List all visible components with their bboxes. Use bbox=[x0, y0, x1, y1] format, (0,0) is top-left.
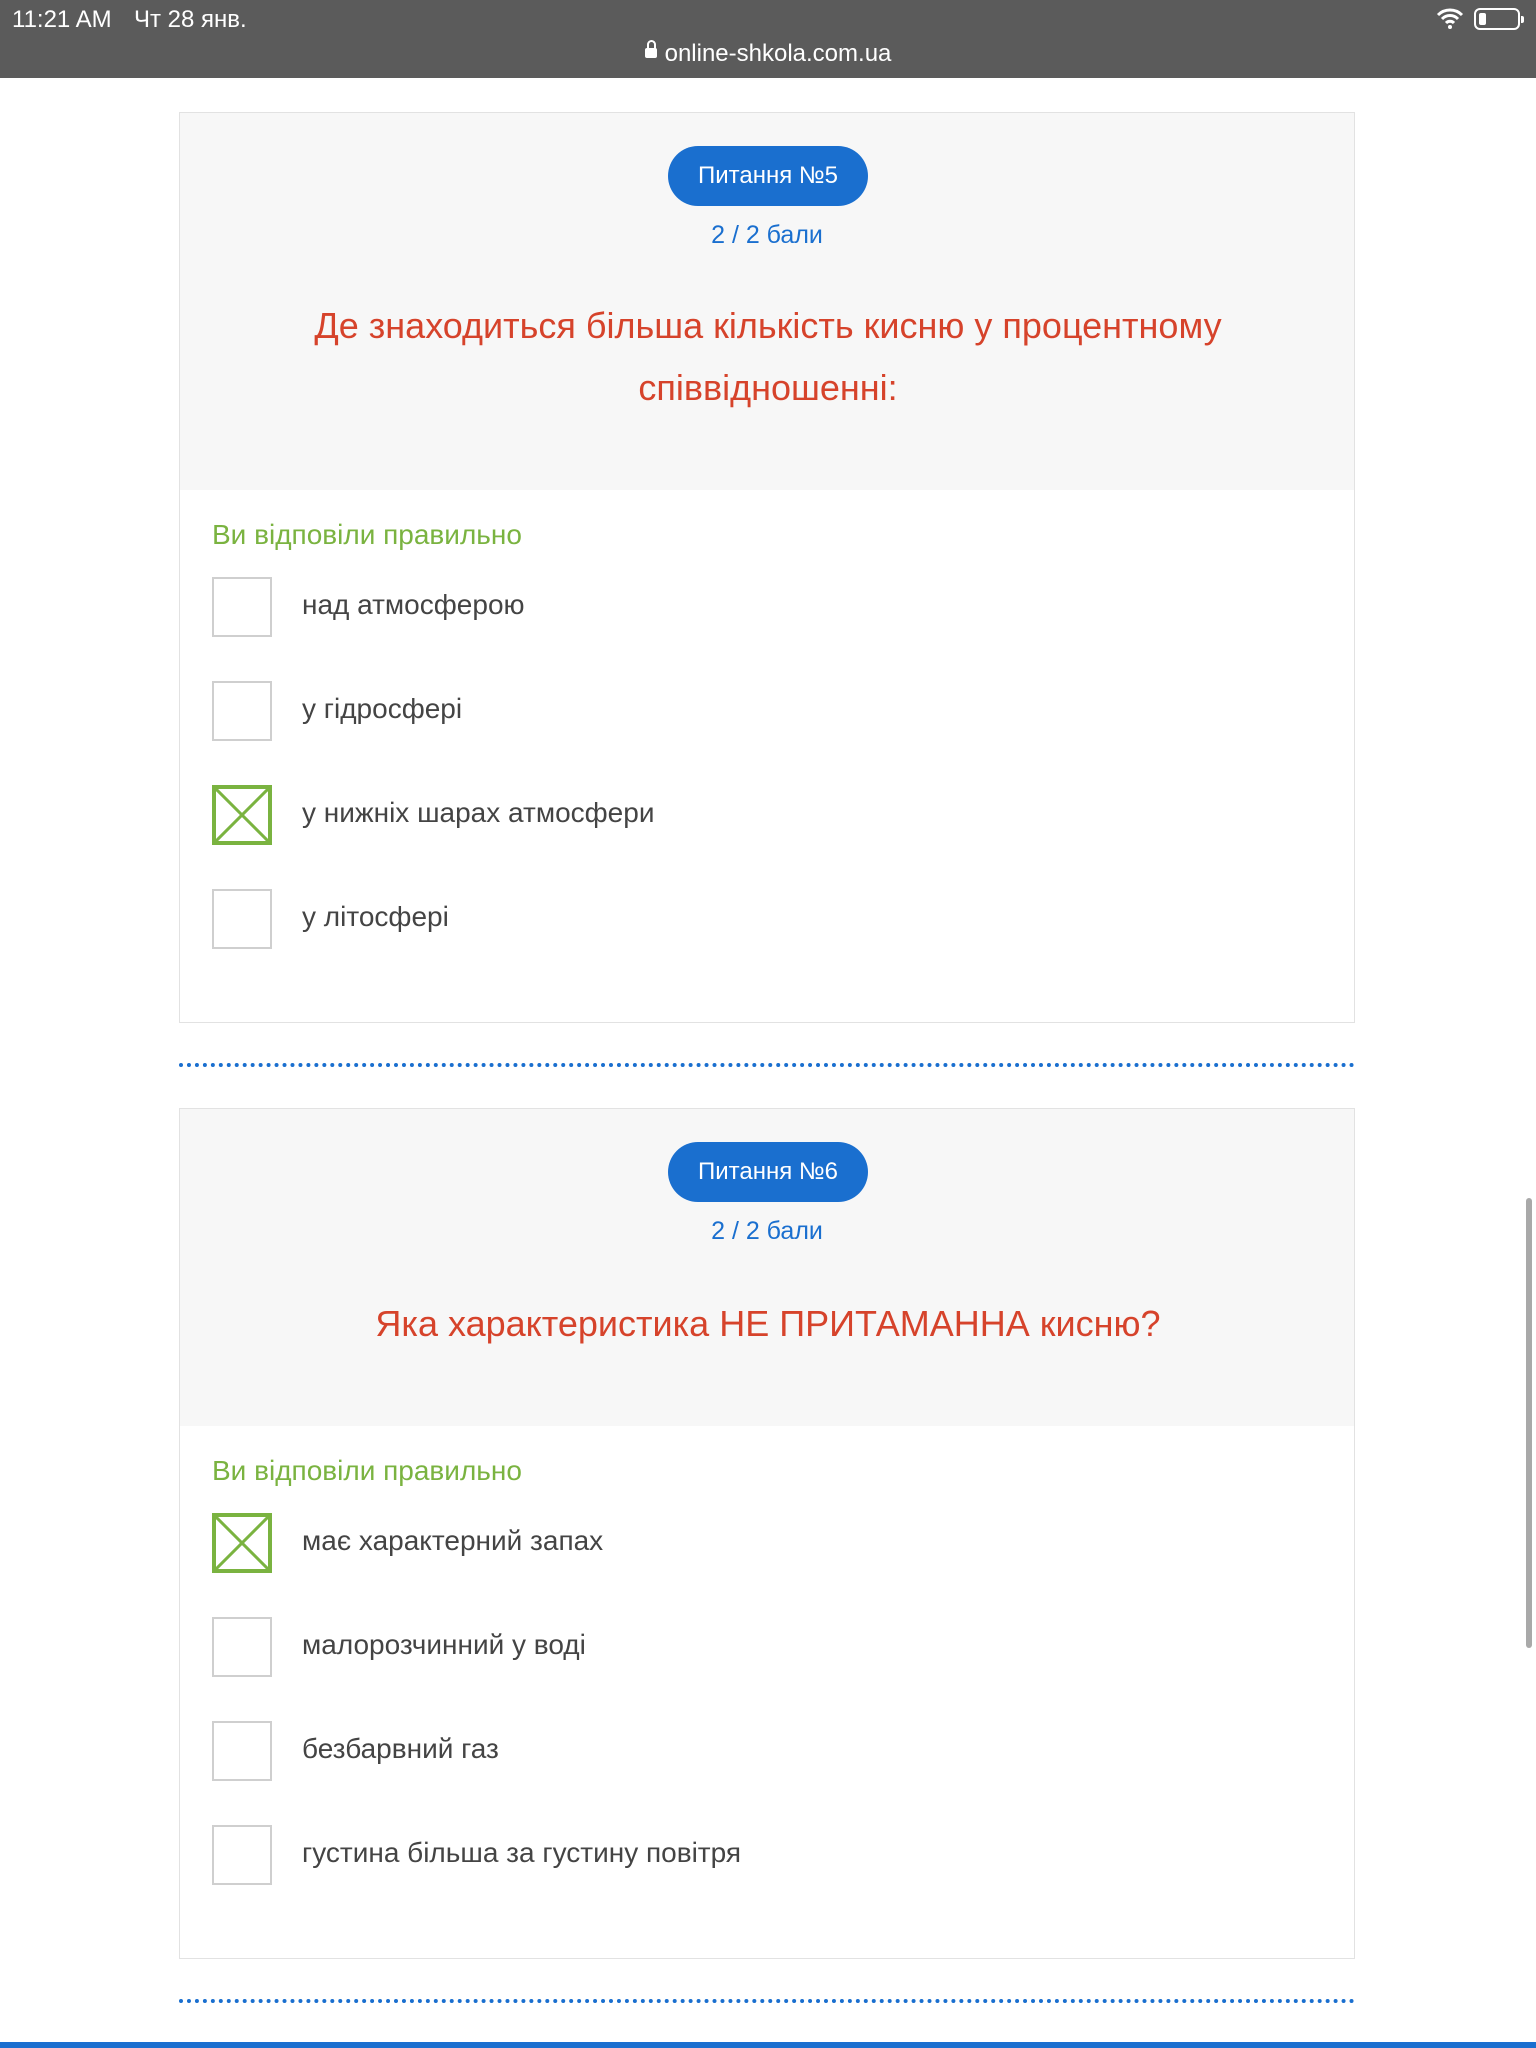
battery-icon bbox=[1474, 8, 1520, 30]
status-date: Чт 28 янв. bbox=[134, 6, 247, 33]
cross-check-icon bbox=[216, 1517, 268, 1569]
dotted-divider bbox=[179, 1063, 1355, 1067]
cross-check-icon bbox=[216, 789, 268, 841]
footer-bar bbox=[0, 2042, 1536, 2048]
option-label: над атмосферою bbox=[302, 589, 525, 620]
question-score: 2 / 2 бали bbox=[711, 221, 823, 249]
wifi-icon bbox=[1436, 6, 1464, 30]
lock-icon bbox=[645, 48, 657, 58]
question-badge: Питання №6 bbox=[668, 1142, 868, 1202]
question-header bbox=[180, 113, 1354, 490]
option-label: безбарвний газ bbox=[302, 1733, 499, 1764]
scrollbar[interactable] bbox=[1526, 1198, 1532, 1648]
url-text: online-shkola.com.ua bbox=[664, 40, 892, 67]
answer-option[interactable] bbox=[212, 1825, 1312, 1887]
checkbox-checked[interactable] bbox=[212, 1513, 272, 1573]
answer-feedback: Ви відповіли правильно bbox=[212, 1455, 522, 1486]
answer-option[interactable] bbox=[212, 1617, 1312, 1679]
option-label: у нижніх шарах атмосфери bbox=[302, 797, 655, 828]
answer-option[interactable] bbox=[212, 1513, 1312, 1575]
status-time: 11:21 AM bbox=[12, 6, 112, 33]
option-label: у гідросфері bbox=[302, 693, 463, 724]
answer-option[interactable] bbox=[212, 577, 1312, 639]
address-bar[interactable] bbox=[0, 40, 1536, 68]
answer-feedback: Ви відповіли правильно bbox=[212, 519, 522, 550]
checkbox-checked[interactable] bbox=[212, 785, 272, 845]
checkbox[interactable] bbox=[212, 577, 272, 637]
question-card-5 bbox=[179, 112, 1355, 1023]
question-header bbox=[180, 1109, 1354, 1426]
checkbox[interactable] bbox=[212, 1617, 272, 1677]
answer-option[interactable] bbox=[212, 681, 1312, 743]
checkbox[interactable] bbox=[212, 889, 272, 949]
question-badge: Питання №5 bbox=[668, 146, 868, 206]
checkbox[interactable] bbox=[212, 1825, 272, 1885]
answer-option[interactable] bbox=[212, 889, 1312, 951]
option-label: густина більша за густину повітря bbox=[302, 1837, 742, 1868]
question-text: Яка характеристика НЕ ПРИТАМАННА кисню? bbox=[375, 1303, 1161, 1344]
question-text: Де знаходиться більша кількість кисню у процентному співвідношенні: bbox=[314, 305, 1222, 408]
answer-option[interactable] bbox=[212, 785, 1312, 847]
question-score: 2 / 2 бали bbox=[711, 1217, 823, 1245]
answer-option[interactable] bbox=[212, 1721, 1312, 1783]
option-label: має характерний запах bbox=[302, 1525, 604, 1556]
checkbox[interactable] bbox=[212, 681, 272, 741]
option-label: малорозчинний у воді bbox=[302, 1629, 586, 1660]
dotted-divider bbox=[179, 1999, 1355, 2003]
option-label: у літосфері bbox=[302, 901, 449, 932]
checkbox[interactable] bbox=[212, 1721, 272, 1781]
question-card-6 bbox=[179, 1108, 1355, 1959]
status-bar bbox=[0, 0, 1536, 78]
